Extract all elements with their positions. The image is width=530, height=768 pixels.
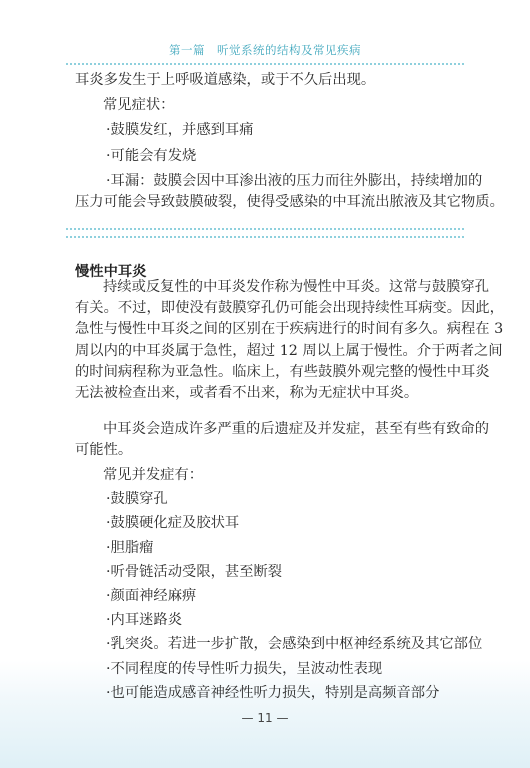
complication-item: ·颜面神经麻痹 bbox=[106, 587, 197, 604]
paragraph-line: 周以内的中耳炎属于急性，超过 12 周以上属于慢性。介于两者之间 bbox=[75, 342, 503, 359]
paragraph-line: 可能性。 bbox=[75, 442, 133, 459]
page-number: — 11 — bbox=[241, 711, 289, 725]
symptoms-heading: 常见症状： bbox=[103, 97, 175, 114]
paragraph-line: 中耳炎会造成许多严重的后遗症及并发症，甚至有些有致命的 bbox=[103, 421, 490, 437]
paragraph-line: 耳炎多发生于上呼吸道感染，或于不久后出现。 bbox=[75, 72, 376, 88]
top-text-block bbox=[75, 70, 504, 213]
complications-heading: 常见并发症有： bbox=[103, 467, 204, 483]
paragraph-line: 急性与慢性中耳炎之间的区别在于疾病进行的时间有多久。病程在 3 bbox=[75, 321, 504, 338]
chronic-otitis-paragraph bbox=[75, 277, 504, 404]
complication-item: ·听骨链活动受限，甚至断裂 bbox=[106, 563, 283, 580]
section-divider bbox=[66, 228, 464, 238]
running-header: 第一篇 听觉系统的结构及常见疾病 bbox=[169, 43, 361, 57]
paragraph-line: 持续或反复性的中耳炎发作称为慢性中耳炎。这常与鼓膜穿孔 bbox=[103, 279, 490, 295]
section-title: 慢性中耳炎 bbox=[75, 264, 147, 280]
complication-item: ·胆脂瘤 bbox=[106, 539, 154, 556]
complication-item: ·也可能造成感音神经性听力损失，特别是高频音部分 bbox=[106, 684, 440, 701]
header-rule bbox=[66, 63, 464, 65]
complication-item: ·不同程度的传导性听力损失，呈波动性表现 bbox=[106, 660, 383, 677]
symptom-item: ·可能会有发烧 bbox=[106, 147, 197, 164]
paragraph-line: 的时间病程称为亚急性。临床上，有些鼓膜外观完整的慢性中耳炎 bbox=[75, 363, 490, 380]
paragraph-line: 无法被检查出来，或者看不出来，称为无症状中耳炎。 bbox=[75, 384, 419, 401]
complications-list bbox=[75, 465, 483, 704]
paragraph-line: 有关。不过，即使没有鼓膜穿孔仍可能会出现持续性耳病变。因此， bbox=[75, 300, 504, 317]
complication-item: ·鼓膜硬化症及胶状耳 bbox=[106, 515, 240, 532]
symptom-item: ·鼓膜发红，并感到耳痛 bbox=[106, 122, 254, 139]
sequelae-paragraph bbox=[75, 419, 490, 461]
complication-item: ·乳突炎。若进一步扩散，会感染到中枢神经系统及其它部位 bbox=[106, 636, 483, 653]
symptom-item: ·耳漏：鼓膜会因中耳渗出液的压力而往外膨出，持续增加的 bbox=[106, 172, 483, 189]
complication-item: ·鼓膜穿孔 bbox=[106, 491, 168, 508]
complication-item: ·内耳迷路炎 bbox=[106, 612, 183, 629]
paragraph-line: 压力可能会导致鼓膜破裂，使得受感染的中耳流出脓液及其它物质。 bbox=[75, 193, 504, 210]
